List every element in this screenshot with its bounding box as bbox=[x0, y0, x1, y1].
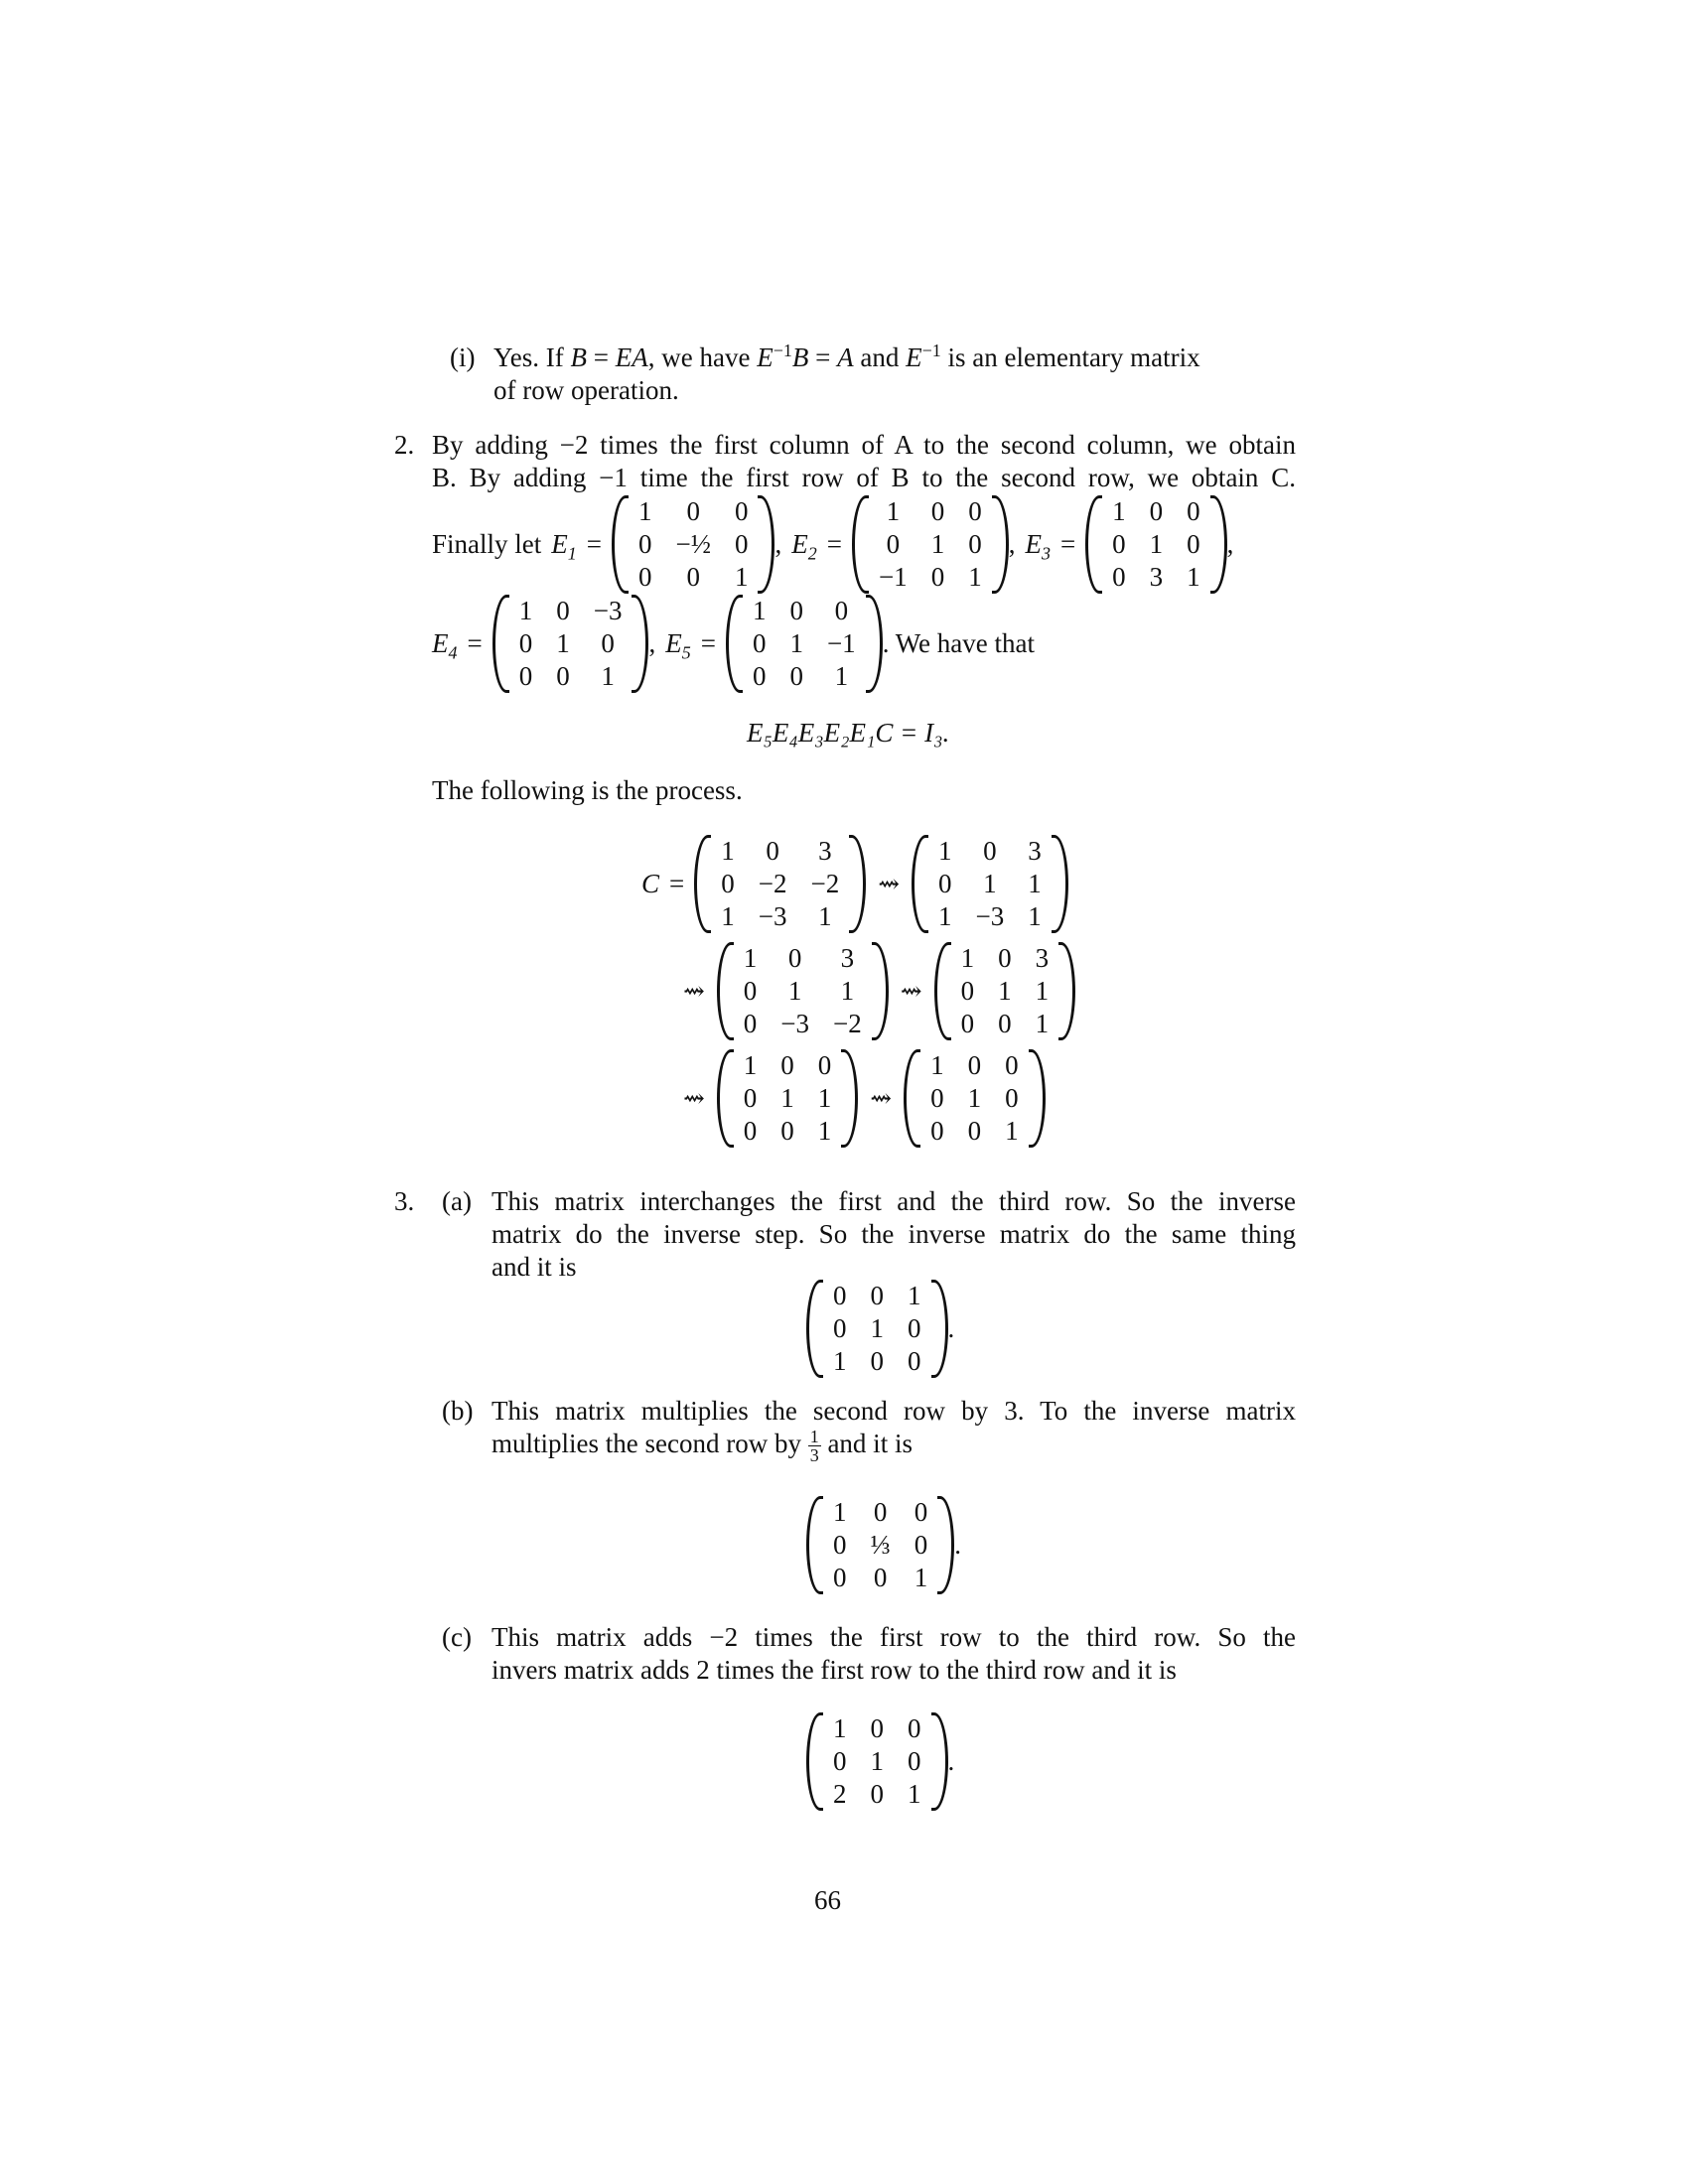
right-paren bbox=[931, 1280, 948, 1378]
matrix-cell: 0 bbox=[914, 1529, 928, 1560]
comma: , bbox=[1226, 528, 1234, 559]
matrix-cell: 0 bbox=[886, 528, 901, 559]
matrix-cell: 0 bbox=[734, 528, 749, 559]
right-paren bbox=[841, 1049, 858, 1148]
math-E: E bbox=[757, 342, 774, 372]
left-paren bbox=[694, 835, 711, 933]
matrix-E2 bbox=[852, 495, 1009, 594]
matrix-grid bbox=[734, 942, 872, 1040]
matrix-cell: 0 bbox=[556, 595, 570, 625]
elementary-row-1 bbox=[432, 494, 1306, 594]
right-paren bbox=[1058, 942, 1075, 1040]
math-A: A bbox=[837, 342, 854, 372]
matrix-E1 bbox=[612, 495, 774, 594]
matrix-cell: 1 bbox=[908, 1778, 921, 1809]
matrix-cell: 0 bbox=[968, 528, 982, 559]
matrix-P1 bbox=[694, 835, 866, 933]
matrix-c-row bbox=[806, 1709, 954, 1813]
matrix-a-row bbox=[806, 1277, 954, 1380]
matrix-E3 bbox=[1085, 495, 1227, 594]
left-paren bbox=[612, 495, 629, 594]
matrix-cell: 1 bbox=[930, 1049, 944, 1080]
matrix-cell: 1 bbox=[817, 1115, 832, 1146]
matrix-cell: 1 bbox=[833, 1712, 847, 1743]
matrix-cell: 1 bbox=[1005, 1115, 1019, 1146]
E2-letter: E bbox=[791, 528, 808, 559]
item-3a-line1: This matrix interchanges the first and the third row. So the inverse bbox=[492, 1186, 1296, 1216]
equals-sign: = bbox=[669, 868, 685, 898]
matrix-cell: 1 bbox=[967, 1082, 982, 1113]
matrix-cell: 1 bbox=[833, 1345, 847, 1376]
elementary-row-2 bbox=[432, 594, 1035, 693]
left-paren bbox=[717, 1049, 734, 1148]
period: . bbox=[954, 1529, 961, 1560]
matrix-cell: 1 bbox=[1035, 1008, 1050, 1038]
item-3b-text-a: multiplies the second row by bbox=[492, 1429, 801, 1458]
E2-sub: 2 bbox=[807, 542, 817, 563]
item-3b-label: (b) bbox=[442, 1396, 474, 1426]
matrix-cell: 0 bbox=[833, 1312, 847, 1343]
matrix-inverse-c bbox=[806, 1712, 948, 1811]
matrix-cell: 1 bbox=[721, 835, 735, 866]
matrix-cell: 3 bbox=[840, 942, 855, 973]
matrix-grid bbox=[823, 1712, 931, 1811]
matrix-cell: 0 bbox=[960, 1008, 975, 1038]
page-number: 66 bbox=[814, 1885, 841, 1915]
matrix-cell: 1 bbox=[817, 1082, 832, 1113]
matrix-cell: 0 bbox=[870, 1712, 884, 1743]
matrix-cell: 1 bbox=[908, 1280, 921, 1310]
matrix-cell: 0 bbox=[556, 660, 570, 691]
leadsto-arrow: ⇝ bbox=[683, 1083, 705, 1113]
matrix-cell: 1 bbox=[914, 1562, 928, 1592]
matrix-cell: 0 bbox=[518, 660, 533, 691]
right-paren bbox=[992, 495, 1009, 594]
matrix-inverse-a bbox=[806, 1280, 948, 1378]
matrix-P6 bbox=[904, 1049, 1046, 1148]
matrix-cell: 0 bbox=[686, 495, 700, 526]
matrix-cell: 0 bbox=[938, 868, 952, 898]
matrix-P5 bbox=[717, 1049, 859, 1148]
matrix-cell: 0 bbox=[1005, 1082, 1019, 1113]
matrix-cell: 0 bbox=[908, 1312, 921, 1343]
matrix-cell: 1 bbox=[938, 835, 952, 866]
we-have-that-text: . We have that bbox=[882, 627, 1035, 658]
matrix-cell: 1 bbox=[556, 627, 570, 658]
equals-sign: = bbox=[1059, 528, 1076, 559]
matrix-cell: 1 bbox=[886, 495, 901, 526]
matrix-cell: 2 bbox=[833, 1778, 847, 1809]
matrix-cell: 0 bbox=[743, 975, 758, 1006]
matrix-cell: 0 bbox=[743, 1008, 758, 1038]
equals-sign: = bbox=[826, 528, 842, 559]
matrix-cell: 1 bbox=[601, 660, 615, 691]
matrix-grid bbox=[823, 1280, 931, 1378]
matrix-cell: 3 bbox=[1149, 561, 1164, 592]
matrix-cell: 0 bbox=[908, 1745, 921, 1776]
matrix-cell: 0 bbox=[834, 595, 849, 625]
item-3a-line2: matrix do the inverse step. So the inverse matrix do the same thing bbox=[492, 1219, 1296, 1249]
matrix-cell: 0 bbox=[752, 660, 767, 691]
matrix-cell: 1 bbox=[637, 495, 652, 526]
E3-letter: E bbox=[1025, 528, 1042, 559]
equals-sign: = bbox=[700, 627, 716, 658]
matrix-grid bbox=[951, 942, 1059, 1040]
item-i-text-c: is an elementary matrix bbox=[947, 342, 1200, 372]
matrix-cell: 0 bbox=[930, 495, 945, 526]
E3-label bbox=[1015, 528, 1051, 561]
matrix-cell: 0 bbox=[1149, 495, 1164, 526]
item-2-label: 2. bbox=[394, 430, 415, 460]
item-3c-line1: This matrix adds −2 times the first row to the third row. So the bbox=[492, 1622, 1296, 1652]
left-paren bbox=[726, 595, 743, 693]
math-eq: = bbox=[593, 342, 610, 372]
matrix-cell: −2 bbox=[833, 1008, 862, 1038]
math-B2: B bbox=[791, 342, 809, 372]
matrix-cell: 1 bbox=[833, 1496, 847, 1527]
matrix-cell: −3 bbox=[975, 900, 1005, 931]
frac-den: 3 bbox=[809, 1445, 819, 1466]
matrix-cell: 0 bbox=[1112, 528, 1126, 559]
matrix-cell: 0 bbox=[734, 495, 749, 526]
left-paren bbox=[717, 942, 734, 1040]
matrix-cell: 3 bbox=[818, 835, 832, 866]
E4-sub: 4 bbox=[448, 641, 458, 662]
matrix-cell: 1 bbox=[1187, 561, 1200, 592]
leadsto-arrow: ⇝ bbox=[683, 976, 705, 1006]
math-B: B bbox=[570, 342, 588, 372]
matrix-grid bbox=[920, 1049, 1029, 1148]
period: . bbox=[947, 1312, 955, 1343]
matrix-cell: 0 bbox=[833, 1562, 847, 1592]
process-row-2 bbox=[671, 939, 1075, 1042]
item-3b-text-b: and it is bbox=[827, 1429, 913, 1458]
matrix-cell: 1 bbox=[743, 942, 758, 973]
math-E2: E bbox=[906, 342, 922, 372]
leadsto-arrow: ⇝ bbox=[870, 1083, 893, 1113]
matrix-cell: 0 bbox=[908, 1712, 921, 1743]
left-paren bbox=[806, 1712, 823, 1811]
left-paren bbox=[912, 835, 928, 933]
matrix-cell: 0 bbox=[930, 1082, 944, 1113]
finally-let-text: Finally let bbox=[432, 528, 542, 559]
E5-label bbox=[655, 627, 691, 660]
matrix-cell: 1 bbox=[834, 660, 849, 691]
item-i-text-a: Yes. If bbox=[493, 342, 564, 372]
matrix-cell: 1 bbox=[743, 1049, 758, 1080]
E2-label bbox=[781, 528, 817, 561]
leadsto-arrow: ⇝ bbox=[900, 976, 922, 1006]
matrix-grid bbox=[869, 495, 992, 594]
matrix-cell: 0 bbox=[752, 627, 767, 658]
matrix-cell: 0 bbox=[983, 835, 997, 866]
matrix-grid bbox=[734, 1049, 842, 1148]
matrix-cell: 1 bbox=[998, 975, 1012, 1006]
matrix-cell: 0 bbox=[780, 1115, 794, 1146]
matrix-cell: 0 bbox=[833, 1745, 847, 1776]
matrix-cell: 0 bbox=[1187, 528, 1200, 559]
fraction-one-third bbox=[808, 1428, 821, 1464]
matrix-cell: −1 bbox=[878, 561, 908, 592]
equals-sign: = bbox=[586, 528, 602, 559]
matrix-cell: −½ bbox=[675, 528, 711, 559]
matrix-cell: −3 bbox=[593, 595, 623, 625]
item-2-line1: By adding −2 times the first column of A to the second column, we obtain bbox=[432, 430, 1296, 460]
matrix-cell: 0 bbox=[1187, 495, 1200, 526]
matrix-cell: 1 bbox=[870, 1745, 884, 1776]
item-3c-line2: invers matrix adds 2 times the first row to the third row and it is bbox=[492, 1655, 1177, 1685]
matrix-cell: 0 bbox=[817, 1049, 832, 1080]
matrix-cell: 0 bbox=[833, 1280, 847, 1310]
matrix-cell: −1 bbox=[826, 627, 856, 658]
math-EA: EA bbox=[615, 342, 648, 372]
E5-letter: E bbox=[665, 627, 682, 658]
right-paren bbox=[1052, 835, 1068, 933]
right-paren bbox=[872, 942, 889, 1040]
matrix-grid bbox=[743, 595, 866, 693]
matrix-cell: 1 bbox=[780, 1082, 794, 1113]
process-intro: The following is the process. bbox=[432, 775, 743, 805]
matrix-grid bbox=[928, 835, 1052, 933]
matrix-cell: 0 bbox=[873, 1496, 888, 1527]
matrix-cell: 3 bbox=[1035, 942, 1050, 973]
E3-sub: 3 bbox=[1041, 542, 1051, 563]
matrix-inverse-b bbox=[806, 1496, 954, 1594]
left-paren bbox=[852, 495, 869, 594]
matrix-cell: 0 bbox=[930, 561, 945, 592]
matrix-b-row bbox=[806, 1493, 961, 1596]
matrix-cell: 1 bbox=[1112, 495, 1126, 526]
item-i-line2: of row operation. bbox=[493, 375, 679, 405]
matrix-cell: 0 bbox=[789, 595, 803, 625]
item-3b-line2 bbox=[492, 1428, 913, 1464]
matrix-cell: 0 bbox=[870, 1345, 884, 1376]
E1-sub: 1 bbox=[567, 542, 577, 563]
matrix-cell: 0 bbox=[1005, 1049, 1019, 1080]
matrix-cell: 1 bbox=[752, 595, 767, 625]
matrix-cell: 1 bbox=[734, 561, 749, 592]
matrix-cell: 0 bbox=[870, 1280, 884, 1310]
item-3b-line1: This matrix multiplies the second row by 3. To the inverse matrix bbox=[492, 1396, 1296, 1426]
product-equation: E₅E₄E₃E₂E₁C = I₃. bbox=[747, 718, 950, 748]
matrix-cell: 1 bbox=[968, 561, 982, 592]
E4-letter: E bbox=[432, 627, 449, 658]
matrix-cell: −2 bbox=[810, 868, 840, 898]
item-i-label: (i) bbox=[450, 342, 476, 372]
comma: , bbox=[774, 528, 782, 559]
matrix-grid bbox=[1102, 495, 1210, 594]
math-eq2: = bbox=[815, 342, 831, 372]
matrix-cell: 0 bbox=[518, 627, 533, 658]
math-inv2: −1 bbox=[921, 341, 941, 360]
right-paren bbox=[937, 1496, 954, 1594]
matrix-cell: 1 bbox=[870, 1312, 884, 1343]
matrix-grid bbox=[509, 595, 633, 693]
item-3c-label: (c) bbox=[442, 1622, 472, 1652]
matrix-cell: 0 bbox=[967, 1049, 982, 1080]
matrix-cell: 1 bbox=[787, 975, 802, 1006]
left-paren bbox=[1085, 495, 1102, 594]
matrix-P2 bbox=[912, 835, 1068, 933]
matrix-cell: 1 bbox=[721, 900, 735, 931]
matrix-cell: 0 bbox=[873, 1562, 888, 1592]
right-paren bbox=[632, 595, 648, 693]
matrix-cell: 0 bbox=[914, 1496, 928, 1527]
matrix-cell: 1 bbox=[930, 528, 945, 559]
matrix-P3 bbox=[717, 942, 889, 1040]
matrix-cell: 0 bbox=[998, 1008, 1012, 1038]
matrix-cell: −2 bbox=[758, 868, 787, 898]
left-paren bbox=[934, 942, 951, 1040]
left-paren bbox=[904, 1049, 920, 1148]
right-paren bbox=[866, 595, 883, 693]
comma: , bbox=[1008, 528, 1016, 559]
matrix-E4 bbox=[492, 595, 649, 693]
matrix-cell: 0 bbox=[908, 1345, 921, 1376]
right-paren bbox=[849, 835, 866, 933]
matrix-cell: 0 bbox=[743, 1082, 758, 1113]
matrix-cell: 0 bbox=[967, 1115, 982, 1146]
matrix-cell: 1 bbox=[1035, 975, 1050, 1006]
matrix-grid bbox=[711, 835, 849, 933]
process-row-1 bbox=[641, 832, 1068, 935]
math-inv: −1 bbox=[773, 341, 792, 360]
C-label: C bbox=[641, 868, 660, 898]
matrix-cell: 0 bbox=[968, 495, 982, 526]
matrix-E5 bbox=[726, 595, 883, 693]
matrix-cell: 0 bbox=[780, 1049, 794, 1080]
right-paren bbox=[931, 1712, 948, 1811]
matrix-cell: 0 bbox=[833, 1529, 847, 1560]
matrix-cell: 1 bbox=[789, 627, 803, 658]
matrix-P4 bbox=[934, 942, 1076, 1040]
matrix-cell: 1 bbox=[518, 595, 533, 625]
item-3a-label: (a) bbox=[442, 1186, 472, 1216]
item-i-text-b: , we have bbox=[647, 342, 751, 372]
E1-letter: E bbox=[551, 528, 568, 559]
matrix-cell: 1 bbox=[1028, 900, 1042, 931]
period: . bbox=[947, 1745, 955, 1776]
matrix-cell: 0 bbox=[766, 835, 779, 866]
left-paren bbox=[806, 1280, 823, 1378]
matrix-cell: 1 bbox=[938, 900, 952, 931]
matrix-cell: 0 bbox=[870, 1778, 884, 1809]
process-row-3 bbox=[671, 1046, 1046, 1150]
item-i-line1 bbox=[493, 341, 1296, 374]
matrix-cell: 0 bbox=[601, 627, 615, 658]
matrix-cell: 0 bbox=[743, 1115, 758, 1146]
matrix-cell: 0 bbox=[721, 868, 735, 898]
left-paren bbox=[806, 1496, 823, 1594]
matrix-cell: 0 bbox=[998, 942, 1012, 973]
leadsto-arrow: ⇝ bbox=[878, 869, 901, 898]
item-3-label: 3. bbox=[394, 1186, 415, 1216]
matrix-cell: 3 bbox=[1028, 835, 1042, 866]
matrix-cell: 1 bbox=[1028, 868, 1042, 898]
left-paren bbox=[492, 595, 509, 693]
matrix-cell: 1 bbox=[983, 868, 997, 898]
matrix-cell: 0 bbox=[637, 528, 652, 559]
comma: , bbox=[648, 627, 656, 658]
matrix-cell: 0 bbox=[930, 1115, 944, 1146]
right-paren bbox=[758, 495, 774, 594]
matrix-grid bbox=[823, 1496, 937, 1594]
matrix-grid bbox=[629, 495, 758, 594]
matrix-cell: 0 bbox=[1112, 561, 1126, 592]
item-i-and: and bbox=[860, 342, 900, 372]
equals-sign: = bbox=[467, 627, 483, 658]
matrix-cell: 0 bbox=[686, 561, 700, 592]
E5-sub: 5 bbox=[681, 641, 691, 662]
matrix-cell: 0 bbox=[960, 975, 975, 1006]
right-paren bbox=[1210, 495, 1227, 594]
item-3a-line3: and it is bbox=[492, 1252, 577, 1282]
E4-label bbox=[432, 627, 458, 660]
matrix-cell: 1 bbox=[818, 900, 832, 931]
E1-label bbox=[541, 528, 577, 561]
matrix-cell: 1 bbox=[960, 942, 975, 973]
frac-num: 1 bbox=[809, 1427, 819, 1447]
matrix-cell: −3 bbox=[780, 1008, 810, 1038]
matrix-cell: 1 bbox=[1149, 528, 1164, 559]
matrix-cell: ⅓ bbox=[870, 1529, 891, 1560]
matrix-cell: 1 bbox=[840, 975, 855, 1006]
item-2-line2: B. By adding −1 time the first row of B to the second row, we obtain C. bbox=[432, 463, 1296, 492]
right-paren bbox=[1029, 1049, 1046, 1148]
matrix-cell: 0 bbox=[637, 561, 652, 592]
matrix-cell: −3 bbox=[758, 900, 787, 931]
matrix-cell: 0 bbox=[787, 942, 802, 973]
matrix-cell: 0 bbox=[789, 660, 803, 691]
